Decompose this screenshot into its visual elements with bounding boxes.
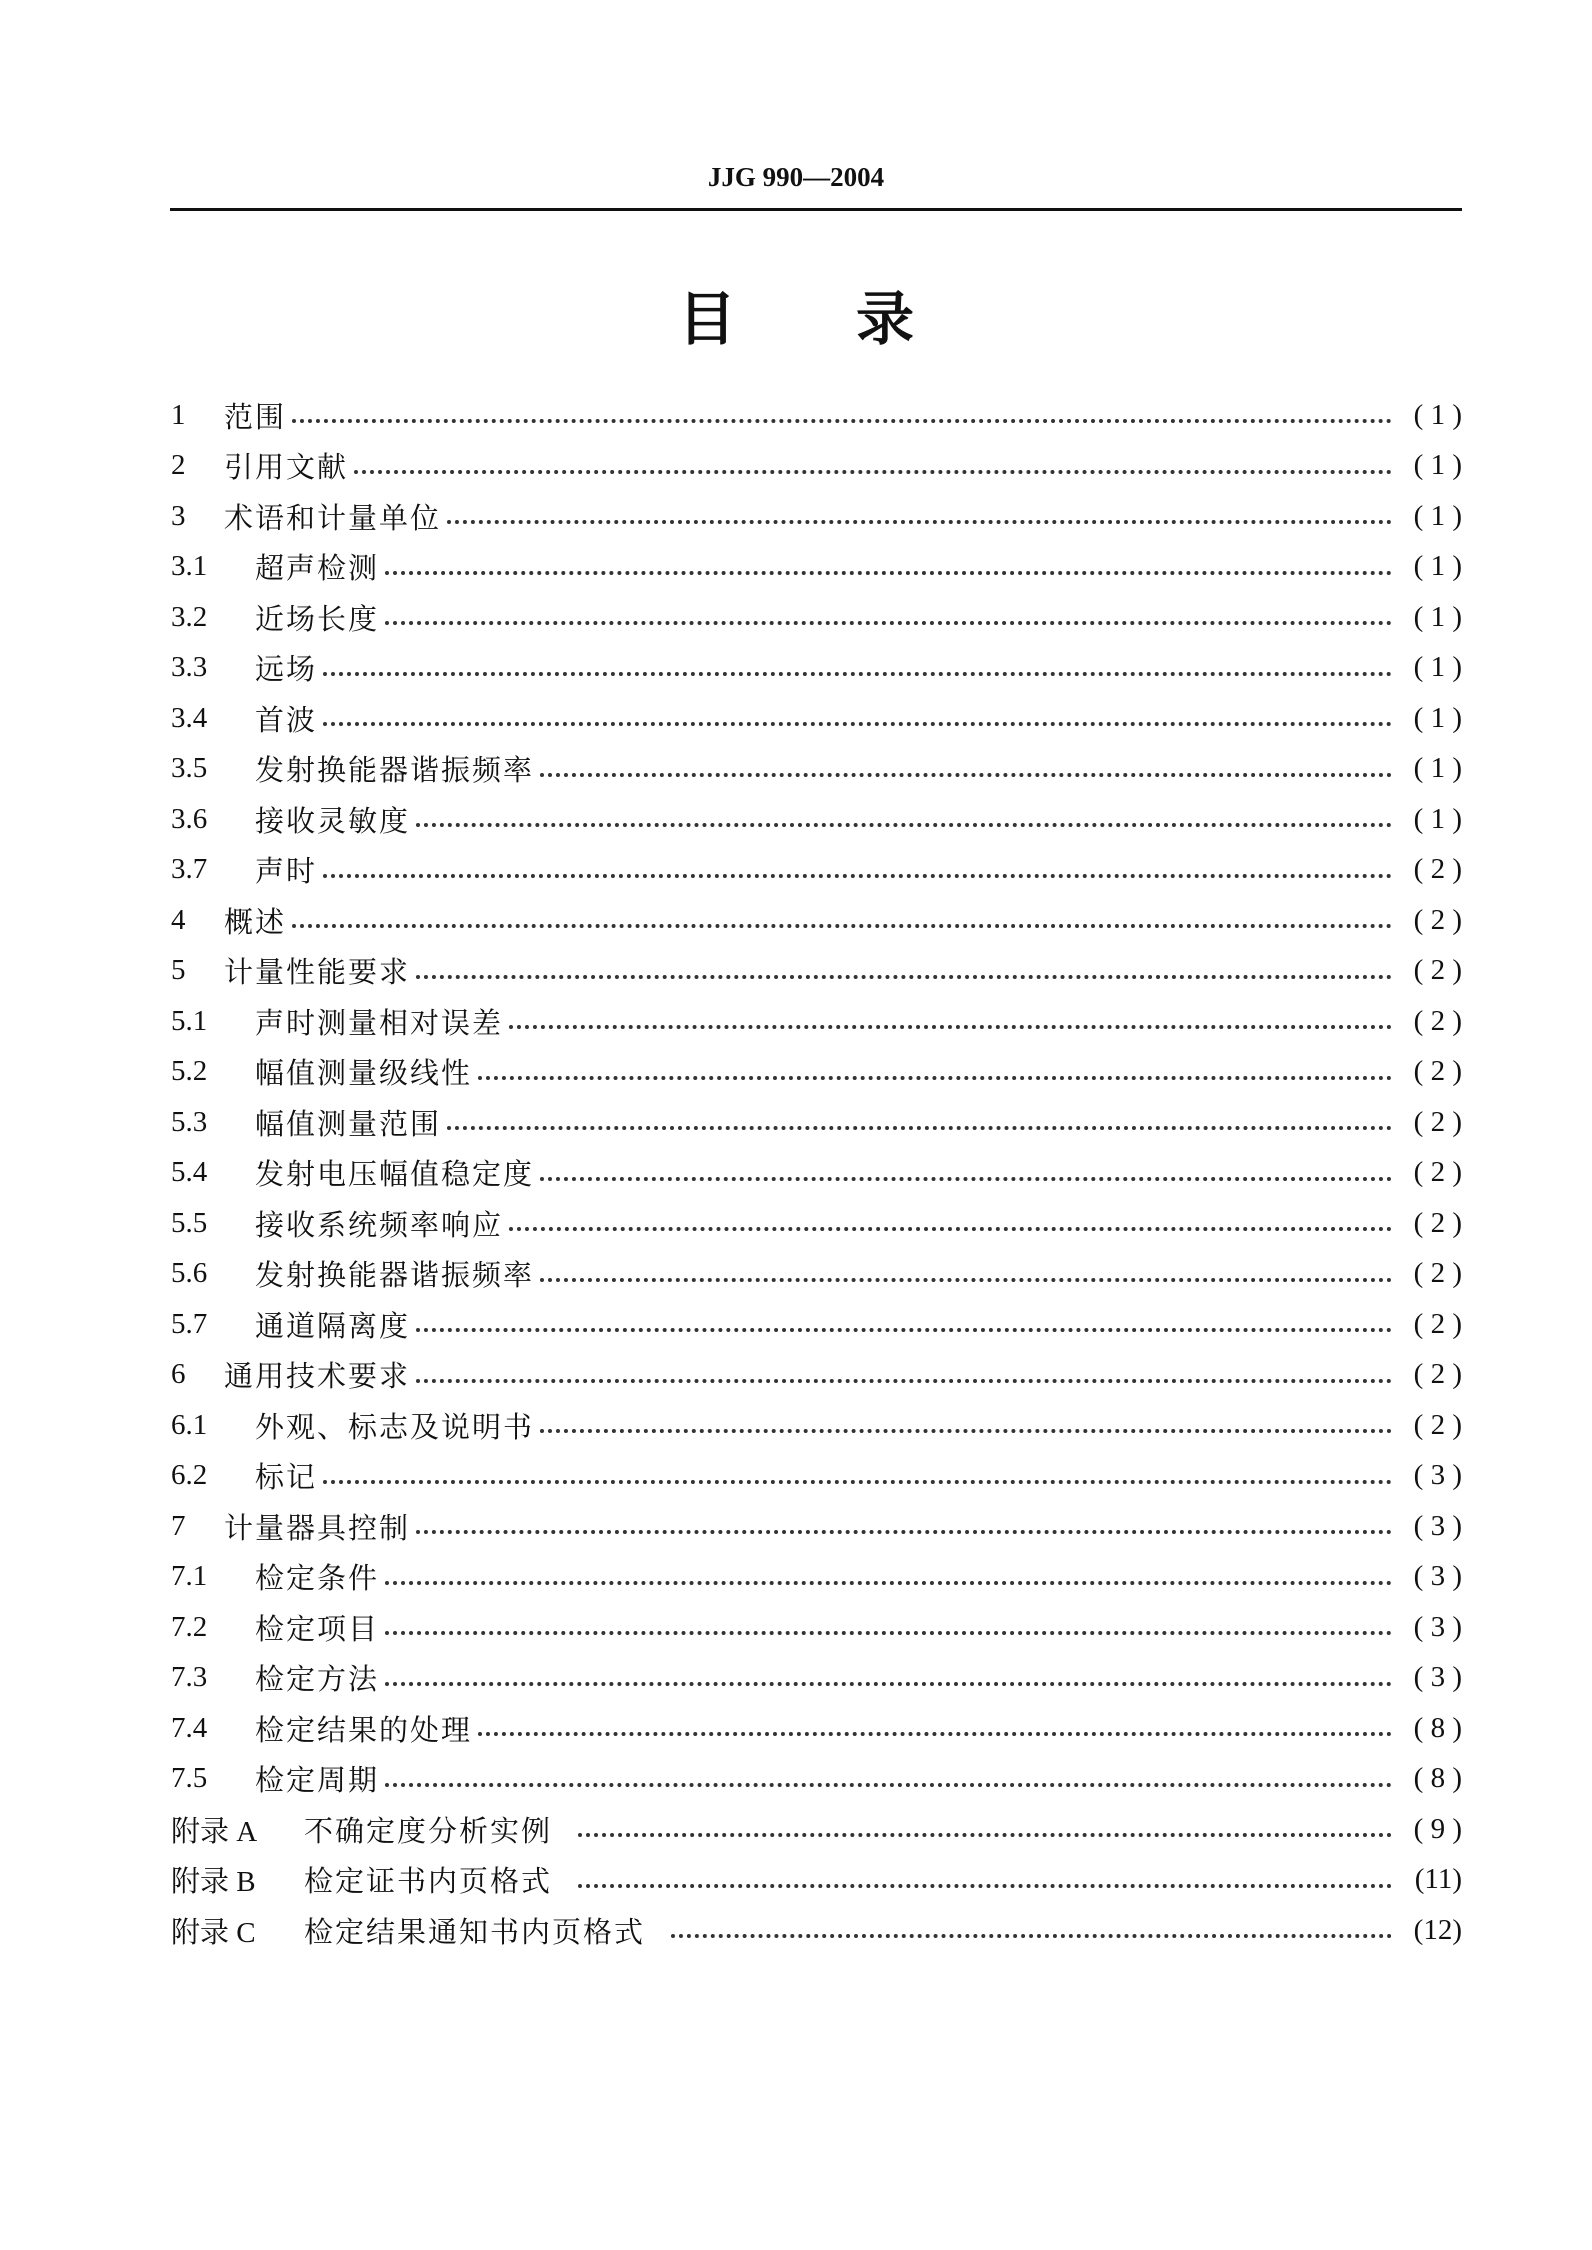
toc-entry-number: 6.1 [171,1408,208,1441]
toc-entry-number: 3.6 [171,802,208,835]
toc-entry[interactable] [171,1350,1462,1401]
toc-entry-number: 附录 A [171,1815,258,1848]
toc-entry-label: 检定结果通知书内页格式 [304,1914,646,1949]
toc-entry-label: 声时测量相对误差 [255,1005,504,1040]
toc-entry[interactable] [171,1047,1462,1098]
toc-entry-number: 5.5 [171,1206,208,1239]
toc-entry[interactable] [171,1198,1462,1249]
toc-entry-page: ( 1 ) [1413,701,1462,734]
toc-entry[interactable] [171,1299,1462,1350]
toc-entry[interactable] [171,1804,1462,1855]
toc-entry-label: 幅值测量范围 [255,1106,442,1141]
toc-entry-label: 术语和计量单位 [224,500,442,535]
toc-entry-number: 3.7 [171,853,208,886]
toc-entry-number: 5 [171,954,186,987]
toc-leader-dots [292,924,1392,928]
toc-entry-number: 5.6 [171,1257,208,1290]
toc-leader-dots [478,1076,1392,1080]
toc-entry-page: ( 3 ) [1413,1610,1462,1643]
toc-entry-page: ( 1 ) [1413,398,1462,431]
toc-entry[interactable] [171,1905,1462,1956]
page-title: 目录 [677,285,1034,353]
toc-entry-label: 检定项目 [255,1611,380,1646]
toc-entry-label: 标记 [255,1460,318,1495]
toc-entry-page: ( 2 ) [1413,1055,1462,1088]
toc-leader-dots [323,722,1392,726]
toc-leader-dots [509,1227,1392,1231]
toc-entry-number: 7 [171,1509,186,1542]
toc-entry-page: ( 2 ) [1413,1307,1462,1340]
table-of-contents [171,390,1462,1956]
toc-entry-page: ( 8 ) [1413,1762,1462,1795]
toc-entry[interactable] [171,1855,1462,1906]
toc-entry-number: 3 [171,499,186,532]
toc-entry-label: 幅值测量级线性 [255,1056,473,1091]
toc-entry-label: 发射换能器谐振频率 [255,753,535,788]
toc-entry[interactable] [171,390,1462,441]
toc-entry-label: 通用技术要求 [224,1359,411,1394]
toc-entry-number: 3.2 [171,600,208,633]
toc-entry[interactable] [171,491,1462,542]
toc-entry-page: ( 1 ) [1413,550,1462,583]
toc-entry[interactable] [171,1653,1462,1704]
toc-entry-number: 6.2 [171,1459,208,1492]
toc-entry-page: ( 8 ) [1413,1711,1462,1744]
toc-entry-number: 3.1 [171,550,208,583]
toc-leader-dots [385,1581,1392,1585]
toc-entry-number: 5.1 [171,1004,208,1037]
toc-entry-label: 检定结果的处理 [255,1712,473,1747]
toc-entry-page: ( 3 ) [1413,1661,1462,1694]
toc-entry[interactable] [171,1097,1462,1148]
toc-entry-page: ( 1 ) [1413,449,1462,482]
toc-entry-label: 外观、标志及说明书 [255,1409,535,1444]
toc-leader-dots [416,1530,1392,1534]
toc-entry[interactable] [171,996,1462,1047]
toc-entry-page: ( 2 ) [1413,853,1462,886]
toc-leader-dots [416,1328,1392,1332]
toc-entry-label: 计量器具控制 [224,1510,411,1545]
toc-entry-label: 检定方法 [255,1662,380,1697]
toc-entry-number: 7.2 [171,1610,208,1643]
toc-leader-dots [509,1025,1392,1029]
toc-entry[interactable] [171,542,1462,593]
toc-leader-dots [416,1379,1392,1383]
toc-leader-dots [447,1126,1392,1130]
toc-entry-page: ( 9 ) [1413,1812,1462,1845]
toc-entry-page: ( 2 ) [1413,1257,1462,1290]
toc-entry-page: ( 2 ) [1413,1105,1462,1138]
toc-entry-label: 发射电压幅值稳定度 [255,1157,535,1192]
toc-entry-page: ( 1 ) [1413,752,1462,785]
toc-entry-label: 引用文献 [224,450,349,485]
toc-leader-dots [385,571,1392,575]
toc-entry-page: ( 3 ) [1413,1459,1462,1492]
toc-leader-dots [385,1682,1392,1686]
toc-entry[interactable] [171,794,1462,845]
toc-entry-number: 5.2 [171,1055,208,1088]
toc-entry-page: (12) [1413,1913,1462,1946]
toc-entry-label: 检定条件 [255,1561,380,1596]
toc-entry-number: 附录 C [171,1916,256,1949]
toc-entry-number: 3.4 [171,701,208,734]
toc-entry-page: ( 2 ) [1413,903,1462,936]
toc-entry-label: 检定周期 [255,1763,380,1798]
toc-leader-dots [354,470,1392,474]
toc-entry-label: 声时 [255,854,318,889]
toc-entry-number: 7.3 [171,1661,208,1694]
toc-leader-dots [323,874,1392,878]
toc-leader-dots [292,419,1392,423]
toc-entry-label: 首波 [255,702,318,737]
toc-entry[interactable] [171,946,1462,997]
toc-entry-label: 范围 [224,399,287,434]
toc-entry-label: 不确定度分析实例 [304,1813,553,1848]
toc-leader-dots [385,1783,1392,1787]
toc-entry-number: 1 [171,398,186,431]
toc-entry[interactable] [171,592,1462,643]
toc-entry-page: ( 2 ) [1413,1004,1462,1037]
toc-leader-dots [447,520,1392,524]
toc-leader-dots [540,1429,1392,1433]
toc-entry-page: ( 2 ) [1413,954,1462,987]
toc-entry-number: 5.7 [171,1307,208,1340]
toc-entry-label: 接收灵敏度 [255,803,411,838]
toc-entry-page: ( 2 ) [1413,1206,1462,1239]
toc-entry[interactable] [171,643,1462,694]
toc-entry-number: 6 [171,1358,186,1391]
toc-leader-dots [323,672,1392,676]
toc-entry[interactable] [171,1451,1462,1502]
toc-leader-dots [385,1631,1392,1635]
toc-entry[interactable] [171,1148,1462,1199]
toc-entry-label: 检定证书内页格式 [304,1864,553,1899]
toc-entry-page: ( 2 ) [1413,1408,1462,1441]
toc-entry-label: 发射换能器谐振频率 [255,1258,535,1293]
toc-entry-page: ( 1 ) [1413,600,1462,633]
toc-entry-label: 概述 [224,904,287,939]
toc-entry-label: 远场 [255,652,318,687]
toc-entry-number: 7.1 [171,1560,208,1593]
toc-entry-label: 通道隔离度 [255,1308,411,1343]
toc-leader-dots [578,1884,1392,1888]
toc-leader-dots [478,1732,1392,1736]
toc-entry-page: (11) [1414,1863,1462,1896]
toc-entry-number: 3.5 [171,752,208,785]
toc-entry-label: 计量性能要求 [224,955,411,990]
toc-entry-page: ( 2 ) [1413,1156,1462,1189]
toc-entry[interactable] [171,744,1462,795]
toc-leader-dots [540,1278,1392,1282]
toc-leader-dots [578,1833,1392,1837]
toc-entry-page: ( 1 ) [1413,651,1462,684]
toc-leader-dots [416,823,1392,827]
toc-entry-number: 3.3 [171,651,208,684]
standard-code-header: JJG 990—2004 [707,162,885,192]
toc-entry[interactable] [171,1703,1462,1754]
toc-entry-page: ( 2 ) [1413,1358,1462,1391]
toc-entry[interactable] [171,895,1462,946]
toc-entry[interactable] [171,1602,1462,1653]
toc-entry-label: 近场长度 [255,601,380,636]
toc-entry-label: 接收系统频率响应 [255,1207,504,1242]
toc-entry-label: 超声检测 [255,551,380,586]
toc-entry[interactable] [171,1501,1462,1552]
toc-entry[interactable] [171,693,1462,744]
toc-entry[interactable] [171,1552,1462,1603]
toc-entry-page: ( 3 ) [1413,1560,1462,1593]
toc-entry-number: 5.4 [171,1156,208,1189]
toc-leader-dots [540,1177,1392,1181]
toc-entry[interactable] [171,1754,1462,1805]
toc-entry[interactable] [171,441,1462,492]
toc-entry[interactable] [171,1249,1462,1300]
toc-entry-number: 2 [171,449,186,482]
toc-entry[interactable] [171,1400,1462,1451]
toc-entry-page: ( 1 ) [1413,802,1462,835]
toc-leader-dots [416,975,1392,979]
toc-entry-number: 7.4 [171,1711,208,1744]
toc-leader-dots [385,621,1392,625]
toc-entry-number: 7.5 [171,1762,208,1795]
toc-entry-number: 附录 B [171,1866,256,1899]
toc-leader-dots [323,1480,1392,1484]
toc-entry-page: ( 1 ) [1413,499,1462,532]
toc-entry-page: ( 3 ) [1413,1509,1462,1542]
toc-entry-number: 5.3 [171,1105,208,1138]
toc-entry[interactable] [171,845,1462,896]
header-rule [170,208,1462,211]
toc-leader-dots [671,1934,1392,1938]
toc-entry-number: 4 [171,903,186,936]
toc-leader-dots [540,773,1392,777]
